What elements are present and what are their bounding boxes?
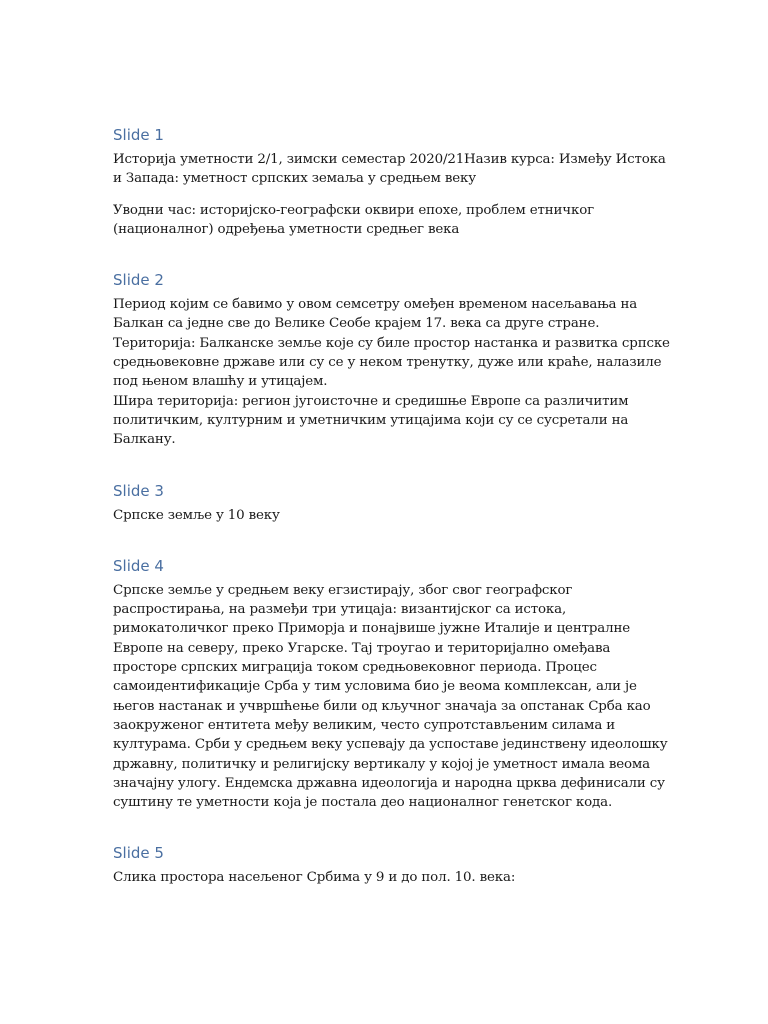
slide-paragraph: Територија: Балканске земље које су биле простор настанка и развитка српске средњовековне државе или су се у неком тренутку, дуже или краће, налазиле под њеном влашћу и утицајем. [113,335,670,390]
slide-section-1 [113,124,673,239]
slide-title: Slide 1 [113,126,164,144]
slide-paragraph: Уводни час: историјско-географски оквири епохе, проблем етничког (националног) одређења уметности средњег века [113,202,594,237]
slide-section-3 [113,480,673,525]
slide-paragraph: Историја уметности 2/1, зимски семестар 2020/21Назив курса: Између Истока и Запада: уметност српских земаља у средњем веку [113,152,666,187]
slide-paragraph: Шира територија: регион југоисточне и средишње Европе са различитим политичким, културним и уметничким утицајима који су се сусретали на Балкану. [113,393,629,448]
slide-section-5 [113,842,673,887]
slide-paragraph: Српске земље у 10 веку [113,507,280,523]
slide-section-2 [113,269,673,449]
slide-title: Slide 4 [113,556,164,575]
slide-paragraph: Период којим се бавимо у овом семсетру омеђен временом насељавања на Балкан са једне све до Велике Сеобе крајем 17. века са друге стране. [113,297,638,332]
slide-title: Slide 5 [113,844,164,863]
slide-title: Slide 3 [113,481,164,500]
slide-paragraph: Српске земље у средњем веку егзистирају, због свог географског распростирања, на размеђи три утицаја: византијског са истока, римокатоличког преко Приморја и понајвише јужне Италије и централне Европе на северу, преко Угарске. Тај троугао и територијално омеђава просторе српских миграција током средњовековног периода. Процес самоидентификације Срба у тим условима био је веома комплексан, али је његов настанак и учвршћење били од кључног значаја за опстанак Срба као заокруженог ентитета међу великим, често супротстављеним силама и културама. Срби у средњем веку успевају да успоставе јединствену идеолошку државну, политичку и религијску вертикалу у којој је уметност имала веома значајну улогу. Ендемска државна идеологија и народна црква дефинисали су суштину те уметности која је постала део националног генетског кода. [113,582,668,811]
slide-title: Slide 2 [113,271,164,290]
document-page [113,124,673,888]
slide-section-4 [113,555,673,813]
slide-paragraph: Слика простора насељеног Србима у 9 и до пол. 10. века: [113,870,516,886]
